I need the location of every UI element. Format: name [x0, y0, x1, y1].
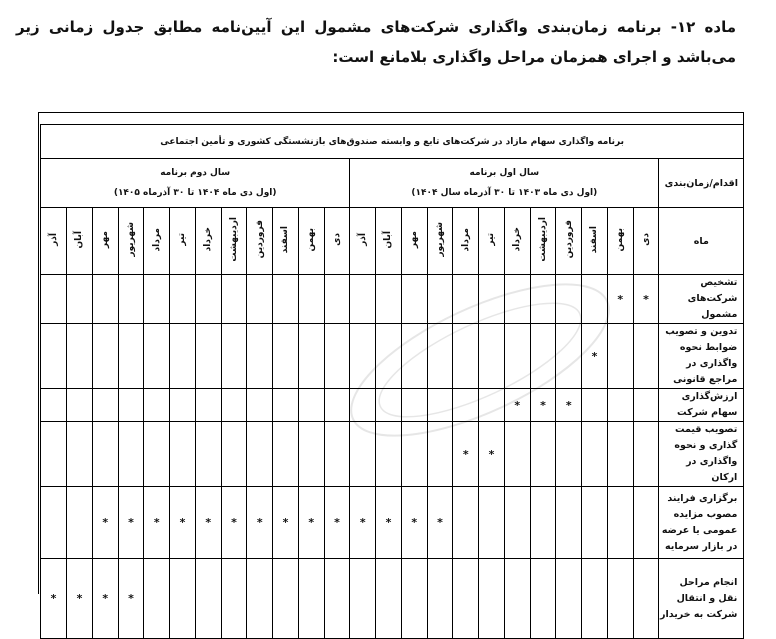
scheduled-mark: *: [401, 487, 427, 559]
month-header: [376, 208, 402, 275]
empty-cell: [556, 487, 582, 559]
month-header: [479, 208, 505, 275]
empty-cell: [67, 324, 93, 389]
month-header: [350, 208, 376, 275]
action-cell: انجام مراحل نقل و انتقال شرکت به خریدار: [659, 559, 744, 639]
empty-cell: [556, 559, 582, 639]
empty-cell: [504, 324, 530, 389]
empty-cell: [582, 487, 608, 559]
empty-cell: [479, 275, 505, 324]
empty-cell: [427, 275, 453, 324]
empty-cell: [582, 422, 608, 487]
month-header: [556, 208, 582, 275]
empty-cell: [41, 487, 67, 559]
year-2-header: [41, 159, 350, 208]
month-label: خرداد: [512, 227, 523, 252]
empty-cell: [144, 275, 170, 324]
month-label: فروردین: [563, 220, 574, 259]
month-header: [530, 208, 556, 275]
empty-cell: [324, 275, 350, 324]
month-header: [607, 208, 633, 275]
empty-cell: [298, 275, 324, 324]
month-label: اردیبهشت: [228, 217, 239, 262]
empty-cell: [298, 422, 324, 487]
scheduled-mark: *: [195, 487, 221, 559]
header-action: اقدام/زمان‌بندی: [659, 159, 744, 208]
scheduled-mark: *: [350, 487, 376, 559]
month-label: مهر: [409, 230, 420, 249]
action-cell: تصویب قیمت گذاری و نحوه واگذاری در ارکان: [659, 422, 744, 487]
empty-cell: [41, 389, 67, 422]
month-label: اسفند: [280, 225, 291, 254]
empty-cell: [118, 324, 144, 389]
scheduled-mark: *: [633, 275, 659, 324]
empty-cell: [92, 422, 118, 487]
empty-cell: [582, 275, 608, 324]
table-row: [41, 422, 744, 487]
month-label: آذر: [357, 233, 368, 246]
empty-cell: [324, 422, 350, 487]
empty-cell: [453, 487, 479, 559]
month-label: مرداد: [460, 227, 471, 252]
empty-cell: [247, 559, 273, 639]
empty-cell: [92, 389, 118, 422]
month-label: خرداد: [203, 227, 214, 252]
empty-cell: [273, 422, 299, 487]
empty-cell: [530, 324, 556, 389]
scheduled-mark: *: [170, 487, 196, 559]
header-month: ماه: [659, 208, 744, 275]
empty-cell: [556, 422, 582, 487]
empty-cell: [41, 275, 67, 324]
table-title: برنامه واگذاری سهام مازاد در شرکت‌های تابع و وابسته صندوق‌های بازنشستگی کشوری و تأمین اجتماعی: [41, 125, 744, 159]
year-2-range: (اول دی ماه ۱۴۰۴ تا ۳۰ آذرماه ۱۴۰۵): [113, 188, 277, 198]
table-row: [41, 487, 744, 559]
empty-cell: [556, 275, 582, 324]
month-header: [298, 208, 324, 275]
empty-cell: [221, 389, 247, 422]
month-label: بهمن: [306, 227, 317, 252]
empty-cell: [247, 422, 273, 487]
scheduled-mark: *: [92, 559, 118, 639]
empty-cell: [504, 487, 530, 559]
empty-cell: [479, 559, 505, 639]
empty-cell: [582, 389, 608, 422]
empty-cell: [350, 559, 376, 639]
scheduled-mark: *: [118, 487, 144, 559]
empty-cell: [350, 324, 376, 389]
empty-cell: [607, 389, 633, 422]
month-label: آبان: [74, 230, 85, 249]
empty-cell: [607, 422, 633, 487]
scheduled-mark: *: [298, 487, 324, 559]
year-1-header: [350, 159, 659, 208]
table-row: [41, 559, 744, 639]
empty-cell: [582, 559, 608, 639]
month-label: شهریور: [434, 222, 445, 257]
empty-cell: [67, 422, 93, 487]
empty-cell: [453, 275, 479, 324]
month-label: دی: [640, 233, 651, 246]
month-header: [92, 208, 118, 275]
month-header: [118, 208, 144, 275]
month-label: مرداد: [151, 227, 162, 252]
empty-cell: [401, 324, 427, 389]
empty-cell: [324, 559, 350, 639]
empty-cell: [170, 422, 196, 487]
empty-cell: [350, 422, 376, 487]
empty-cell: [195, 324, 221, 389]
scheduled-mark: *: [479, 422, 505, 487]
empty-cell: [221, 422, 247, 487]
empty-cell: [144, 422, 170, 487]
empty-cell: [376, 389, 402, 422]
month-label: آذر: [48, 233, 59, 246]
month-header: [427, 208, 453, 275]
scheduled-mark: *: [582, 324, 608, 389]
empty-cell: [401, 559, 427, 639]
month-label: اسفند: [589, 225, 600, 254]
empty-cell: [118, 389, 144, 422]
month-label: بهمن: [615, 227, 626, 252]
empty-cell: [92, 324, 118, 389]
empty-cell: [453, 389, 479, 422]
empty-cell: [530, 559, 556, 639]
article-paragraph: [16, 12, 736, 72]
table-row: [41, 324, 744, 389]
empty-cell: [273, 275, 299, 324]
empty-cell: [144, 324, 170, 389]
scheduled-mark: *: [530, 389, 556, 422]
scheduled-mark: *: [221, 487, 247, 559]
action-cell: تشخیص شرکت‌های مشمول: [659, 275, 744, 324]
empty-cell: [633, 422, 659, 487]
empty-cell: [273, 559, 299, 639]
month-header: [195, 208, 221, 275]
empty-cell: [427, 422, 453, 487]
empty-cell: [221, 275, 247, 324]
empty-cell: [504, 559, 530, 639]
empty-cell: [556, 324, 582, 389]
empty-cell: [144, 559, 170, 639]
empty-cell: [530, 487, 556, 559]
empty-cell: [376, 422, 402, 487]
empty-cell: [195, 275, 221, 324]
empty-cell: [401, 422, 427, 487]
empty-cell: [427, 559, 453, 639]
month-label: تیر: [486, 233, 497, 246]
empty-cell: [607, 559, 633, 639]
empty-cell: [221, 324, 247, 389]
empty-cell: [67, 389, 93, 422]
scheduled-mark: *: [504, 389, 530, 422]
table-row: [41, 389, 744, 422]
year-1-label: سال اول برنامه: [469, 168, 540, 178]
empty-cell: [273, 324, 299, 389]
empty-cell: [401, 389, 427, 422]
month-header: [144, 208, 170, 275]
action-cell: برگزاری فرایند مصوب مزایده عمومی یا عرضه در بازار سرمایه: [659, 487, 744, 559]
scheduled-mark: *: [427, 487, 453, 559]
empty-cell: [41, 324, 67, 389]
empty-cell: [453, 559, 479, 639]
month-header: [247, 208, 273, 275]
empty-cell: [67, 275, 93, 324]
empty-cell: [607, 487, 633, 559]
month-header: [67, 208, 93, 275]
month-label: شهریور: [125, 222, 136, 257]
empty-cell: [324, 389, 350, 422]
scheduled-mark: *: [92, 487, 118, 559]
table-row: [41, 275, 744, 324]
empty-cell: [633, 559, 659, 639]
empty-cell: [118, 275, 144, 324]
empty-cell: [479, 389, 505, 422]
empty-cell: [633, 487, 659, 559]
scheduled-mark: *: [273, 487, 299, 559]
scheduled-mark: *: [376, 487, 402, 559]
empty-cell: [427, 324, 453, 389]
empty-cell: [247, 324, 273, 389]
empty-cell: [92, 275, 118, 324]
empty-cell: [350, 275, 376, 324]
empty-cell: [221, 559, 247, 639]
empty-cell: [530, 422, 556, 487]
empty-cell: [144, 389, 170, 422]
action-cell: ارزش‌گذاری سهام شرکت: [659, 389, 744, 422]
month-header: [401, 208, 427, 275]
month-label: فروردین: [254, 220, 265, 259]
empty-cell: [453, 324, 479, 389]
empty-cell: [324, 324, 350, 389]
empty-cell: [298, 324, 324, 389]
empty-cell: [376, 275, 402, 324]
month-header: [170, 208, 196, 275]
month-header: [453, 208, 479, 275]
scheduled-mark: *: [41, 559, 67, 639]
scheduled-mark: *: [67, 559, 93, 639]
year-2-label: سال دوم برنامه: [160, 168, 231, 178]
scheduled-mark: *: [247, 487, 273, 559]
empty-cell: [195, 559, 221, 639]
month-label: مهر: [100, 230, 111, 249]
empty-cell: [247, 389, 273, 422]
scheduled-mark: *: [144, 487, 170, 559]
scheduled-mark: *: [324, 487, 350, 559]
empty-cell: [633, 389, 659, 422]
empty-cell: [479, 487, 505, 559]
paragraph-line-1: ماده ۱۲- برنامه زمان‌بندی واگذاری شرکت‌های مشمول این آیین‌نامه مطابق جدول زمانی زیر: [16, 18, 736, 36]
empty-cell: [170, 559, 196, 639]
month-header: [324, 208, 350, 275]
empty-cell: [427, 389, 453, 422]
empty-cell: [607, 324, 633, 389]
scheduled-mark: *: [607, 275, 633, 324]
month-label: تیر: [177, 233, 188, 246]
scheduled-mark: *: [118, 559, 144, 639]
empty-cell: [376, 559, 402, 639]
empty-cell: [118, 422, 144, 487]
month-label: اردیبهشت: [537, 217, 548, 262]
month-header: [504, 208, 530, 275]
month-header: [221, 208, 247, 275]
scheduled-mark: *: [556, 389, 582, 422]
empty-cell: [479, 324, 505, 389]
schedule-table: [40, 124, 744, 639]
empty-cell: [633, 324, 659, 389]
month-label: دی: [331, 233, 342, 246]
empty-cell: [195, 422, 221, 487]
empty-cell: [504, 275, 530, 324]
month-header: [273, 208, 299, 275]
month-header: [41, 208, 67, 275]
paragraph-line-2: می‌باشد و اجرای همزمان مراحل واگذاری بلامانع است:: [332, 48, 736, 66]
scheduled-mark: *: [453, 422, 479, 487]
empty-cell: [504, 422, 530, 487]
empty-cell: [170, 324, 196, 389]
empty-cell: [170, 275, 196, 324]
month-header: [633, 208, 659, 275]
empty-cell: [41, 422, 67, 487]
month-label: آبان: [383, 230, 394, 249]
empty-cell: [298, 389, 324, 422]
empty-cell: [350, 389, 376, 422]
empty-cell: [195, 389, 221, 422]
empty-cell: [530, 275, 556, 324]
empty-cell: [401, 275, 427, 324]
year-1-range: (اول دی ماه ۱۴۰۳ تا ۳۰ آذرماه سال ۱۴۰۴): [411, 188, 598, 198]
empty-cell: [247, 275, 273, 324]
empty-cell: [298, 559, 324, 639]
empty-cell: [170, 389, 196, 422]
empty-cell: [273, 389, 299, 422]
action-cell: تدوین و تصویب ضوابط نحوه واگذاری در مراجع قانونی: [659, 324, 744, 389]
month-header: [582, 208, 608, 275]
empty-cell: [376, 324, 402, 389]
empty-cell: [67, 487, 93, 559]
